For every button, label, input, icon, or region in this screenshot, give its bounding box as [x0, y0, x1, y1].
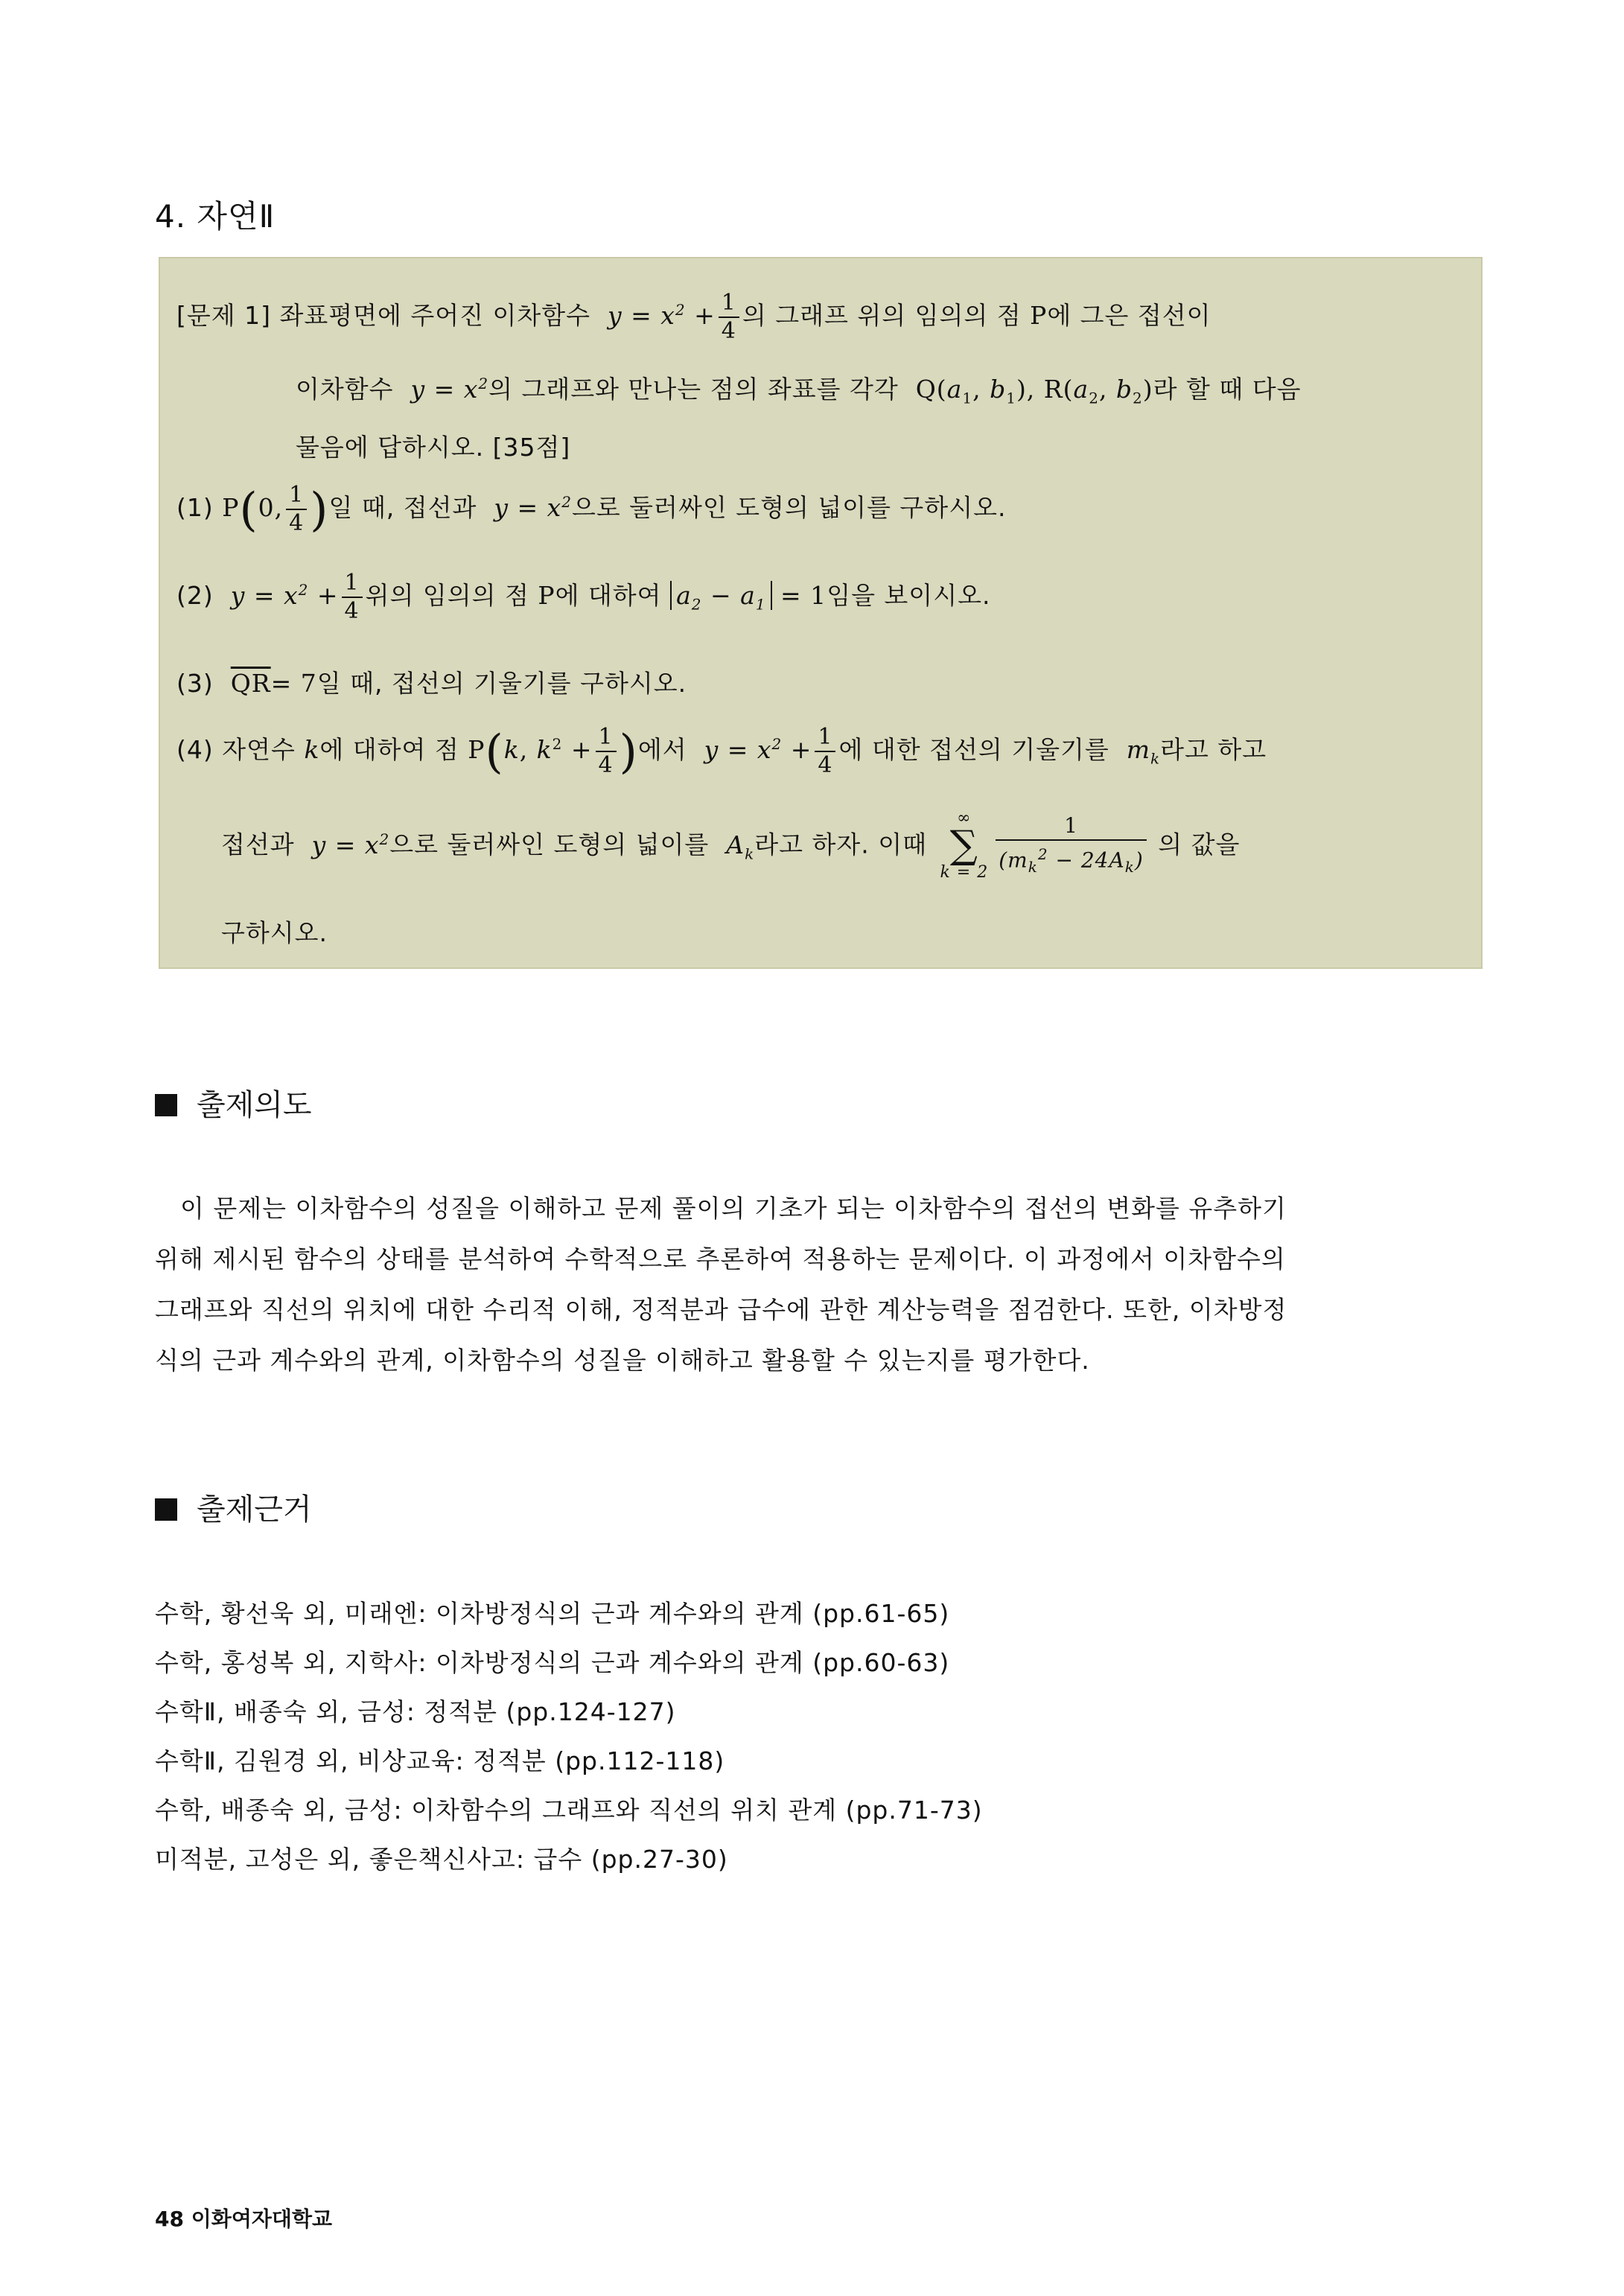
formula-summation: ∞ ∑ k = 2	[940, 809, 989, 882]
intent-heading	[155, 1081, 312, 1124]
question-1	[176, 482, 1006, 537]
formula-parabola-shifted: $y = x^2$ + $\frac{1}{4}$	[599, 301, 742, 330]
variable-k: k	[304, 735, 320, 764]
basis-heading-text: 출제근거	[197, 1492, 312, 1527]
formula-parabola-q1: $y = x^2$	[485, 493, 572, 522]
problem-line-3: 물음에 답하시오. [35점]	[296, 433, 571, 462]
question-3	[176, 664, 687, 699]
basis-heading	[155, 1486, 312, 1528]
reference-item: 수학Ⅱ, 김원경 외, 비상교육: 정적분 (pp.112-118)	[155, 1746, 725, 1775]
question-4-line-3: 구하시오.	[221, 918, 328, 947]
reference-item: 수학, 홍성복 외, 지학사: 이차방정식의 근과 계수와의 관계 (pp.60-63)	[155, 1648, 950, 1677]
variable-mk: $m_k$	[1118, 735, 1161, 768]
formula-points-qr: $Q(a_1$, $b_1$), $R(a_2$, $b_2$)	[907, 375, 1153, 407]
institution-name: 이화여자대학교	[191, 2207, 333, 2231]
problem-line-2	[296, 370, 1302, 407]
problem-header-end: 에 그은 접선이	[1047, 301, 1211, 330]
point-p: P	[1030, 301, 1048, 330]
formula-point-p-1: P(0, $\frac{1}{4}$ )	[222, 482, 329, 537]
page-number: 48	[155, 2207, 184, 2231]
problem-line2-b: 의 그래프와 만나는 점의 좌표를 각각	[488, 375, 899, 404]
formula-equals-one: = 1	[771, 581, 827, 610]
formula-parabola: $y = x^2$	[402, 375, 489, 404]
question-4-line2-b: 으로 둘러싸인 도형의 넓이를	[389, 830, 710, 859]
question-1-label: (1)	[176, 493, 214, 522]
question-4-c: 에서	[637, 735, 687, 764]
formula-abs-difference: $a_2 - a_1$	[670, 581, 771, 610]
intent-line-3: 그래프와 직선의 위치에 대한 수리적 이해, 정적분과 급수에 관한 계산능력을 점검한다. 또한, 이차방정	[155, 1295, 1287, 1324]
question-2	[176, 570, 990, 625]
intent-line-4: 식의 근과 계수와의 관계, 이차함수의 성질을 이해하고 활용할 수 있는지를 평가한다.	[155, 1346, 1090, 1375]
section-title: 4. 자연Ⅱ	[155, 198, 276, 235]
question-2-tail: 임을 보이시오.	[827, 581, 991, 610]
question-4	[176, 724, 1267, 779]
question-4-line2-a: 접선과	[221, 830, 295, 859]
formula-point-pk: P(k, $k^2$ + $\frac{1}{4}$ )	[468, 724, 638, 779]
question-1-text: 일 때, 접선과	[328, 493, 477, 522]
question-2-label: (2)	[176, 581, 214, 610]
point-p-q2: P	[538, 581, 555, 610]
formula-parabola-q4: $y = x^2$ + $\frac{1}{4}$	[695, 735, 838, 764]
reference-item: 수학Ⅱ, 배종숙 외, 금성: 정적분 (pp.124-127)	[155, 1697, 676, 1726]
formula-parabola-q2: $y = x^2$ + $\frac{1}{4}$	[222, 581, 365, 610]
problem-header: [문제 1] 좌표평면에 주어진 이차함수	[176, 301, 590, 330]
square-bullet-icon	[155, 1094, 177, 1116]
problem-header-tail: 의 그래프 위의 임의의 점	[742, 301, 1022, 330]
reference-item: 미적분, 고성은 외, 좋은책신사고: 급수 (pp.27-30)	[155, 1845, 728, 1874]
question-4-line2-d: 의 값을	[1158, 830, 1241, 859]
question-4-b: 에 대하여 점	[319, 735, 459, 764]
formula-qr-length: $\overline{QR}= 7$	[230, 669, 317, 698]
question-4-e: 라고 하고	[1160, 735, 1267, 764]
formula-parabola-q4b: $y = x^2$	[303, 830, 390, 859]
intent-line-2: 위해 제시된 함수의 상태를 분석하여 수학적으로 추론하여 적용하는 문제이다. 이 과정에서 이차함수의	[155, 1244, 1286, 1273]
question-4-line-2	[221, 810, 1240, 883]
problem-box	[159, 257, 1483, 969]
problem-line2-c: 라 할 때 다음	[1153, 375, 1302, 404]
problem-line-1	[176, 290, 1211, 345]
intent-line-1: 이 문제는 이차함수의 성질을 이해하고 문제 풀이의 기초가 되는 이차함수의 접선의 변화를 유추하기	[180, 1194, 1287, 1223]
question-4-label: (4)	[176, 735, 214, 764]
reference-item: 수학, 배종숙 외, 금성: 이차함수의 그래프와 직선의 위치 관계 (pp.71-73)	[155, 1796, 983, 1825]
formula-sum-fraction: $\frac{1}{(m_k^2 - 24A_k)}$	[996, 812, 1147, 880]
question-2-text: 위의 임의의 점	[365, 581, 529, 610]
question-2-mid: 에 대하여	[555, 581, 662, 610]
intent-heading-text: 출제의도	[197, 1088, 312, 1122]
question-4-a: 자연수	[222, 735, 296, 764]
question-3-tail: 일 때, 접선의 기울기를 구하시오.	[316, 669, 687, 698]
reference-item: 수학, 황선욱 외, 미래엔: 이차방정식의 근과 계수와의 관계 (pp.61-65)	[155, 1599, 950, 1628]
page-footer	[155, 2203, 332, 2233]
variable-ak: $A_k$	[717, 830, 755, 863]
square-bullet-icon	[155, 1498, 177, 1521]
question-3-label: (3)	[176, 669, 214, 698]
question-4-line2-c: 라고 하자. 이때	[754, 830, 927, 859]
question-4-d: 에 대한 접선의 기울기를	[838, 735, 1109, 764]
problem-line2-a: 이차함수	[296, 375, 394, 404]
question-1-tail: 으로 둘러싸인 도형의 넓이를 구하시오.	[571, 493, 1007, 522]
